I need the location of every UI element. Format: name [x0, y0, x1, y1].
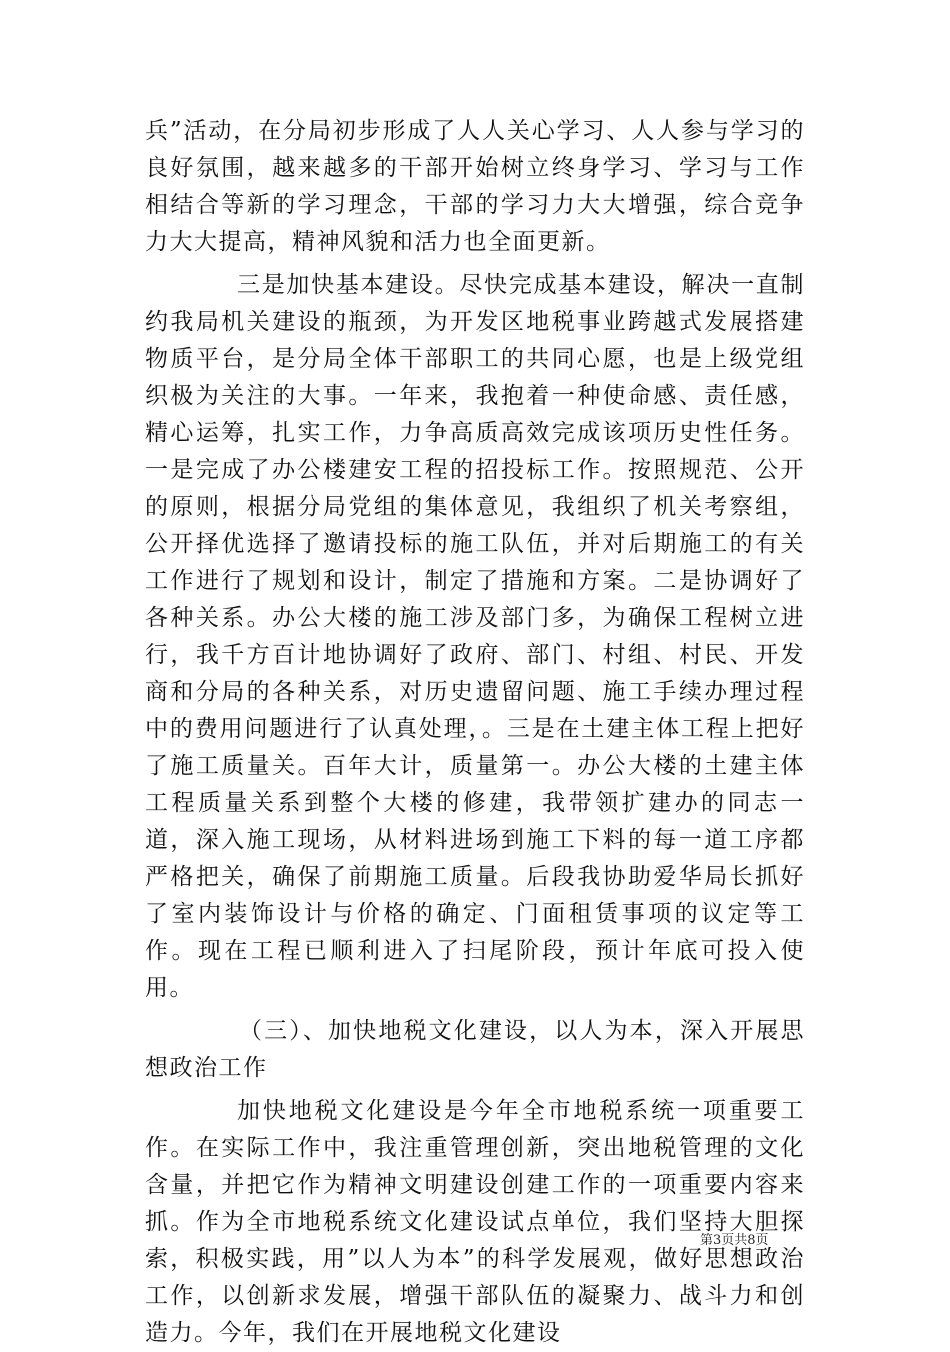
paragraph-basic-construction: 三是加快基本建设。尽快完成基本建设，解决一直制约我局机关建设的瓶颈，为开发区地税事业跨越式发展搭建物质平台，是分局全体干部职工的共同心愿，也是上级党组织极为关注的大事。一年来，我抱着一种使命感、责任感，精心运筹，扎实工作，力争高质高效完成该项历史性任务。一是完成了办公楼建安工程的招投标工作。按照规范、公开的原则，根据分局党组的集体意见，我组织了机关考察组，公开择优选择了邀请投标的施工队伍，并对后期施工的有关工作进行了规划和设计，制定了措施和方案。二是协调好了各种关系。办公大楼的施工涉及部门多，为确保工程树立进行，我千方百计地协调好了政府、部门、村组、村民、开发商和分局的各种关系，对历史遗留问题、施工手续办理过程中的费用问题进行了认真处理，。三是在土建主体工程上把好了施工质量关。百年大计，质量第一。办公大楼的土建主体工程质量关系到整个大楼的修建，我带领扩建办的同志一道，深入施工现场，从材料进场到施工下料的每一道工序都严格把关，确保了前期施工质量。后段我协助爱华局长抓好了室内装饰设计与价格的确定、门面租赁事项的议定等工作。现在工程已顺利进入了扫尾阶段，预计年底可投入使用。	[145, 272, 805, 1001]
section-heading-tax-culture: （三）、加快地税文化建设，以人为本，深入开展思想政治工作	[145, 1018, 805, 1081]
page-number-footer: 第3页共8页	[700, 1233, 769, 1248]
document-body	[145, 113, 805, 1352]
paragraph-tax-culture: 加快地税文化建设是今年全市地税系统一项重要工作。在实际工作中，我注重管理创新，突出地税管理的文化含量，并把它作为精神文明建设创建工作的一项重要内容来抓。作为全市地税系统文化建设试点单位，我们坚持大胆探索，积极实践，用”以人为本”的科学发展观，做好思想政治工作，以创新求发展，增强干部队伍的凝聚力、战斗力和创造力。今年，我们在开展地税文化建设	[145, 1098, 805, 1346]
paragraph-continuation: 兵”活动，在分局初步形成了人人关心学习、人人参与学习的良好氛围，越来越多的干部开始树立终身学习、学习与工作相结合等新的学习理念，干部的学习力大大增强，综合竞争力大大提高，精神风貌和活力也全面更新。	[145, 118, 805, 255]
